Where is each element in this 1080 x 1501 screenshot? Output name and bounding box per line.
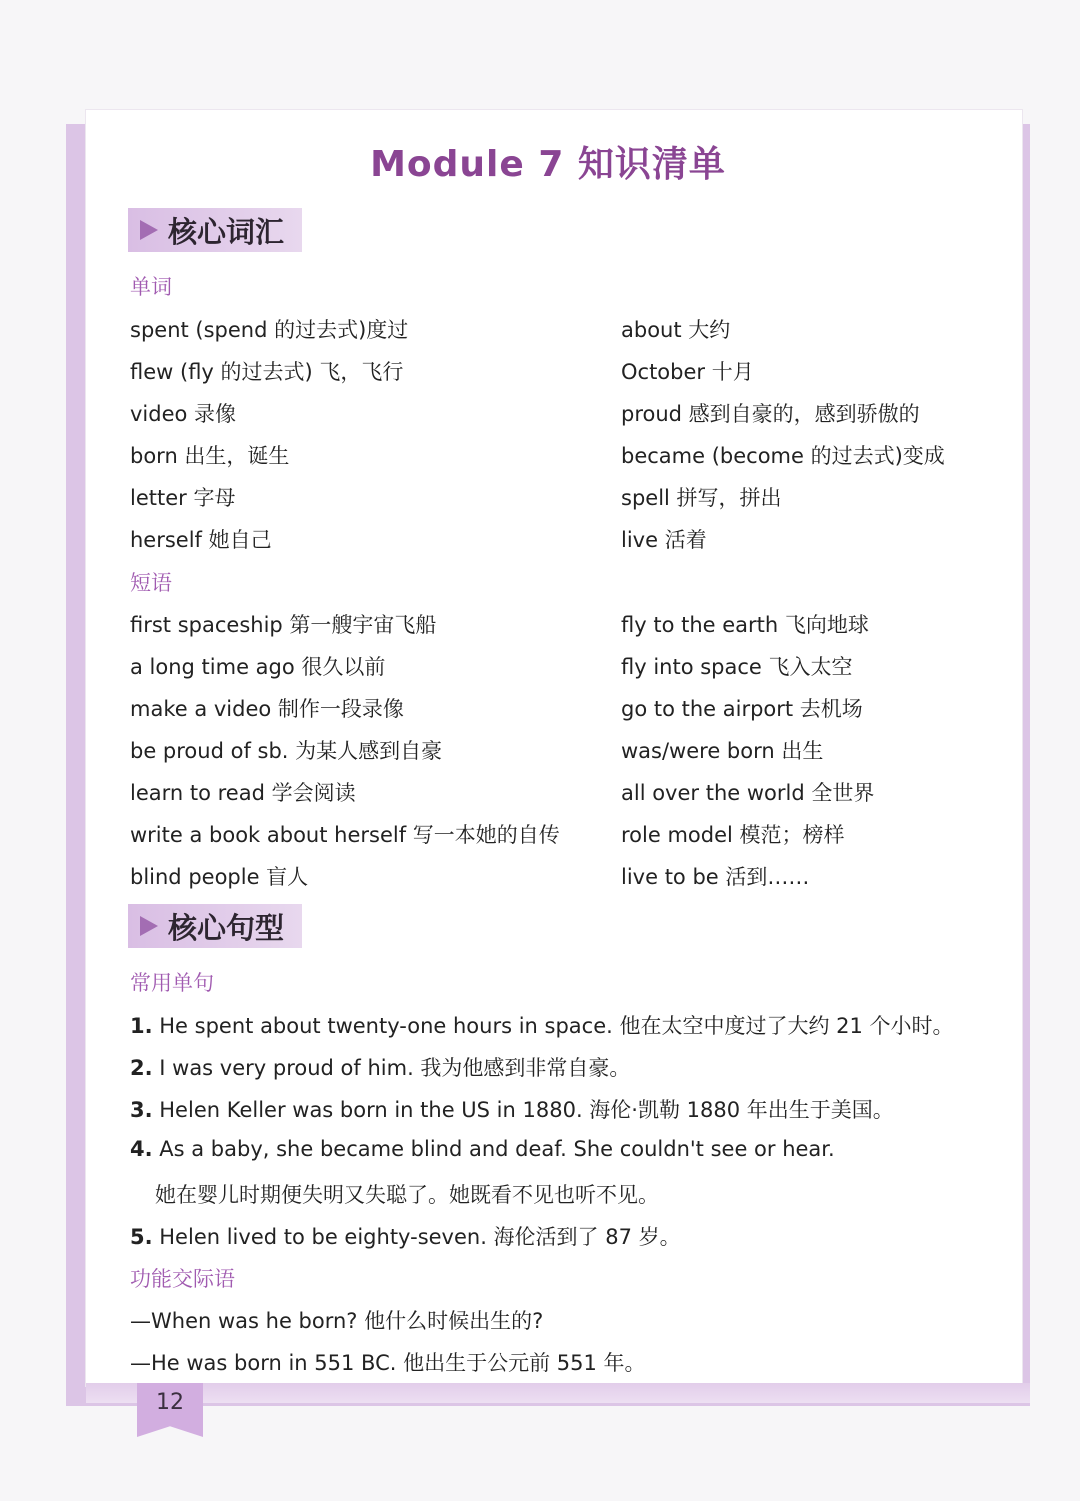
dialogue-line: —When was he born? 他什么时候出生的? — [130, 1309, 544, 1333]
phrase-item: role model 模范；榜样 — [621, 823, 845, 847]
sentence-number: 2. — [130, 1056, 153, 1080]
word-item: born 出生，诞生 — [130, 444, 290, 468]
phrase-item: blind people 盲人 — [130, 865, 309, 889]
phrase-item: first spaceship 第一艘宇宙飞船 — [130, 613, 437, 637]
sentence-item — [130, 1221, 681, 1251]
play-arrow-icon — [140, 916, 158, 936]
sentence-item — [130, 1010, 954, 1040]
word-item: flew (fly 的过去式) 飞，飞行 — [130, 360, 404, 384]
phrase-item: learn to read 学会阅读 — [130, 781, 356, 805]
phrase-item: be proud of sb. 为某人感到自豪 — [130, 739, 443, 763]
word-item: spent (spend 的过去式)度过 — [130, 318, 409, 342]
page-number: 12 — [156, 1390, 184, 1415]
word-item: October 十月 — [621, 360, 754, 384]
sentence-text: Helen Keller was born in the US in 1880. 海伦·凯勒 1880 年出生于美国。 — [152, 1098, 894, 1122]
section-title: 核心句型 — [168, 910, 285, 945]
sub-heading-common-sentences: 常用单句 — [130, 971, 214, 995]
bottom-band — [86, 1383, 1030, 1403]
phrase-item: live to be 活到…… — [621, 865, 810, 889]
phrase-item: write a book about herself 写一本她的自传 — [130, 823, 560, 847]
page-title: Module 7 知识清单 — [370, 144, 726, 185]
phrase-item: was/were born 出生 — [621, 739, 824, 763]
sub-heading-functional: 功能交际语 — [130, 1267, 235, 1291]
sentence-number: 4. — [130, 1137, 153, 1161]
sentence-text: Helen lived to be eighty-seven. 海伦活到了 87 岁。 — [152, 1225, 681, 1249]
word-item: herself 她自己 — [130, 528, 272, 552]
sentence-item — [130, 1052, 630, 1082]
sentence-number: 3. — [130, 1098, 153, 1122]
word-item: spell 拼写，拼出 — [621, 486, 782, 510]
phrase-item: go to the airport 去机场 — [621, 697, 863, 721]
play-arrow-icon — [140, 220, 158, 240]
dialogue-line: —He was born in 551 BC. 他出生于公元前 551 年。 — [130, 1351, 646, 1375]
sentence-translation: 她在婴儿时期便失明又失聪了。她既看不见也听不见。 — [155, 1183, 659, 1207]
sentence-item — [130, 1094, 894, 1124]
sentence-number: 1. — [130, 1014, 153, 1038]
sub-heading-phrases: 短语 — [130, 571, 172, 595]
word-item: video 录像 — [130, 402, 237, 426]
sentence-text: As a baby, she became blind and deaf. She couldn't see or hear. — [152, 1137, 835, 1161]
phrase-item: make a video 制作一段录像 — [130, 697, 404, 721]
phrase-item: fly into space 飞入太空 — [621, 655, 853, 679]
word-item: about 大约 — [621, 318, 731, 342]
sentence-number: 5. — [130, 1225, 153, 1249]
word-item: proud 感到自豪的，感到骄傲的 — [621, 402, 920, 426]
phrase-item: a long time ago 很久以前 — [130, 655, 386, 679]
sentence-text: I was very proud of him. 我为他感到非常自豪。 — [152, 1056, 631, 1080]
phrase-item: all over the world 全世界 — [621, 781, 875, 805]
section-title: 核心词汇 — [168, 214, 285, 249]
sub-heading-words: 单词 — [130, 275, 172, 299]
word-item: letter 字母 — [130, 486, 236, 510]
sentence-item — [130, 1137, 835, 1161]
phrase-item: fly to the earth 飞向地球 — [621, 613, 869, 637]
word-item: became (become 的过去式)变成 — [621, 444, 945, 468]
section-heading-sentences — [128, 904, 302, 948]
section-heading-vocab — [128, 208, 302, 252]
sentence-text: He spent about twenty-one hours in space. 他在太空中度过了大约 21 个小时。 — [152, 1014, 954, 1038]
word-item: live 活着 — [621, 528, 707, 552]
